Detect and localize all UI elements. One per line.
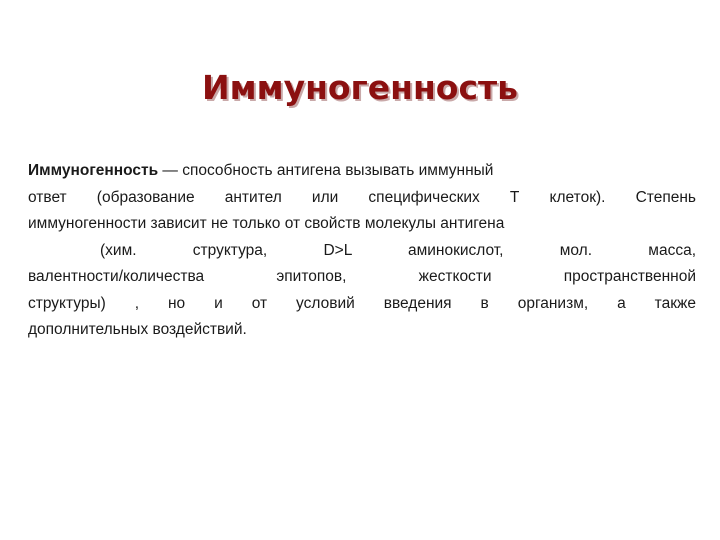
- definition-text: — способность антигена вызывать иммунный: [158, 162, 494, 179]
- paragraph-line-3: иммуногенности зависит не только от свойств молекулы антигена: [28, 215, 505, 232]
- defined-term: Иммуногенность: [28, 162, 159, 179]
- paragraph-line-4: (хим. структура, D>L аминокислот, мол. масса,: [100, 241, 696, 259]
- definition-paragraph: [28, 158, 696, 344]
- paragraph-line-6: структуры) , но и от условий введения в организм, а также: [28, 294, 696, 312]
- paragraph-line-7: дополнительных воздействий.: [28, 321, 247, 338]
- paragraph-line-2: ответ (образование антител или специфических Т клеток). Степень: [28, 188, 696, 206]
- paragraph-line-1: [28, 158, 696, 185]
- slide-title: Иммуногенность: [202, 68, 518, 107]
- paragraph-line-5: валентности/количества эпитопов, жесткости пространственной: [28, 268, 696, 285]
